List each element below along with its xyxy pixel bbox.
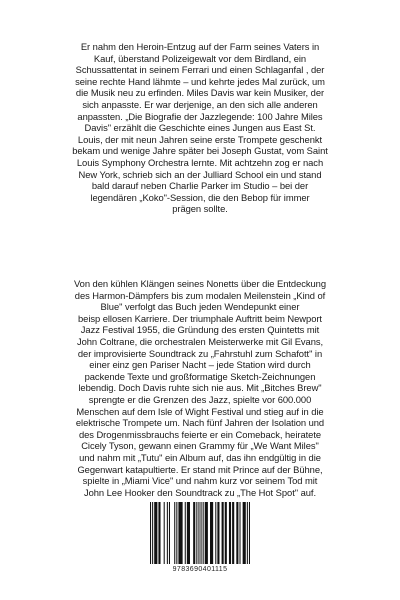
blurb-line: Er nahm den Heroin-Entzug auf der Farm seines Vaters in [80, 41, 320, 52]
blurb-line: der improvisierte Soundtrack zu „Fahrstuhl zum Schafott" in [77, 347, 323, 359]
blurb-line: Kauf, überstand Polizeigewalt vor dem Birdland, ein [93, 52, 307, 64]
barcode-bar [222, 502, 224, 564]
blurb-line: Gegenwart katapultierte. Er stand mit Prince auf der Bühne, [77, 463, 323, 475]
barcode-bar [210, 502, 213, 564]
barcode-bar [158, 502, 160, 564]
blurb-line: und nahm mit „Tutu" ein Album auf, das ihn endgültig in die [79, 451, 321, 463]
blurb-line: seine rechte Hand lähmte – und kehrte jedes Mal zurück, um [75, 75, 325, 87]
blurb-line: Jazz Festival 1955, die Gründung des ersten Quintetts mit [80, 324, 320, 336]
blurb-paragraph-2 [0, 278, 400, 498]
blurb-line: New York, schrieb sich an der Julliard School ein und stand [78, 168, 322, 180]
barcode-bar [152, 502, 153, 564]
barcode-bar [236, 502, 238, 564]
blurb-line: spielte in „Miami Vice" und nahm kurz vor seinem Tod mit [82, 475, 318, 487]
isbn-number: 9783690401115 [172, 566, 228, 573]
blurb-line: sich anpasste. Er war derjenige, an den sich alle anderen [82, 98, 318, 110]
barcode-bar [174, 502, 175, 564]
blurb-line: bald darauf neben Charlie Parker im Studio – bei der [91, 180, 309, 192]
barcode-bar [154, 502, 157, 564]
barcode-bar [169, 502, 170, 564]
blurb-line: lebendig. Doch Davis ruhte sich nie aus. Mit „Bitches Brew" [78, 382, 322, 394]
blurb-line: anpassten. „Die Biografie der Jazzlegende: 100 Jahre Miles [77, 110, 323, 122]
blurb-line: sprengte er die Grenzen des Jazz, spielte vor 600.000 [88, 393, 312, 405]
blurb-line: Von den kühlen Klängen seines Nonetts über die Entdeckung [73, 278, 327, 289]
barcode-bar [150, 502, 151, 564]
blurb-line: beisp ellosen Karriere. Der triumphale Auftritt beim Newport [78, 312, 322, 324]
blurb-line: John Lee Hooker den Soundtrack zu „The Hot Spot" auf. [83, 486, 317, 498]
blurb-line: die Musik neu zu erfinden. Miles Davis war kein Musiker, der [75, 87, 325, 99]
barcode-bar [167, 502, 168, 564]
barcode-bar [178, 502, 182, 564]
barcode-bar [198, 502, 199, 564]
barcode-bar [225, 502, 227, 564]
blurb-line: des Harmon-Dämpfers bis zum modalen Meilenstein „Kind of [74, 289, 326, 301]
barcode-bar [217, 502, 219, 564]
barcode-bar [164, 502, 165, 564]
blurb-line: einer einz gen Pariser Nacht – jede Station wird durch [89, 359, 311, 371]
blurb-line: Louis, der mit neun Jahren seine erste Trompete geschenkt [77, 133, 323, 145]
blurb-line: Blue" verfolgt das Buch jeden Wendepunkt einer [100, 301, 300, 313]
blurb-line: John Coltrane, die orchestralen Meisterwerke mit Gil Evans, [76, 335, 324, 347]
blurb-line: bekam und wenige Jahre später bei Joseph Gustat, vom Saint [72, 145, 328, 157]
barcode-bar [176, 502, 177, 564]
barcode-bar [232, 502, 234, 564]
blurb-line: prägen sollte. [172, 203, 228, 215]
barcode-bar [205, 502, 208, 564]
barcode-bar [229, 502, 231, 564]
blurb-line: legendären „Koko"-Session, die den Bebop für immer [90, 191, 310, 203]
blurb-line: Schussattentat in seinem Ferrari und einen Schlaganfal , der [75, 64, 325, 76]
blurb-line: Cicely Tyson, gewann einen Grammy für „We Want Miles" [81, 440, 319, 452]
barcode-bar [185, 502, 186, 564]
barcode-bar [201, 502, 202, 564]
blurb-line: des Drogenmissbrauchs feierte er ein Comeback, heiratete [78, 428, 322, 440]
barcode-bar [187, 502, 190, 564]
blurb-line: packende Texte und großformatige Sketch-Zeichnungen [84, 370, 316, 382]
barcode-bar [243, 502, 246, 564]
barcode-bar [239, 502, 240, 564]
barcode-bar [196, 502, 197, 564]
blurb-paragraph-1 [0, 41, 400, 215]
barcode-graphic [150, 502, 250, 564]
barcode-bar [193, 502, 195, 564]
barcode-bar [215, 502, 216, 564]
barcode-bar [247, 502, 248, 564]
blurb-line: Davis" erzählt die Geschichte eines Jungen aus East St. [84, 122, 316, 134]
barcode-bar [249, 502, 250, 564]
blurb-line: Menschen auf dem Isle of Wight Festival und stieg auf in die [76, 405, 324, 417]
isbn-barcode-block [148, 500, 252, 582]
blurb-line: elektrische Trompete um. Nach fünf Jahren der Isolation und [75, 417, 325, 429]
blurb-line: Louis Symphony Orchestra lernte. Mit achtzehn zog er nach [76, 156, 324, 168]
barcode-bar [203, 502, 204, 564]
